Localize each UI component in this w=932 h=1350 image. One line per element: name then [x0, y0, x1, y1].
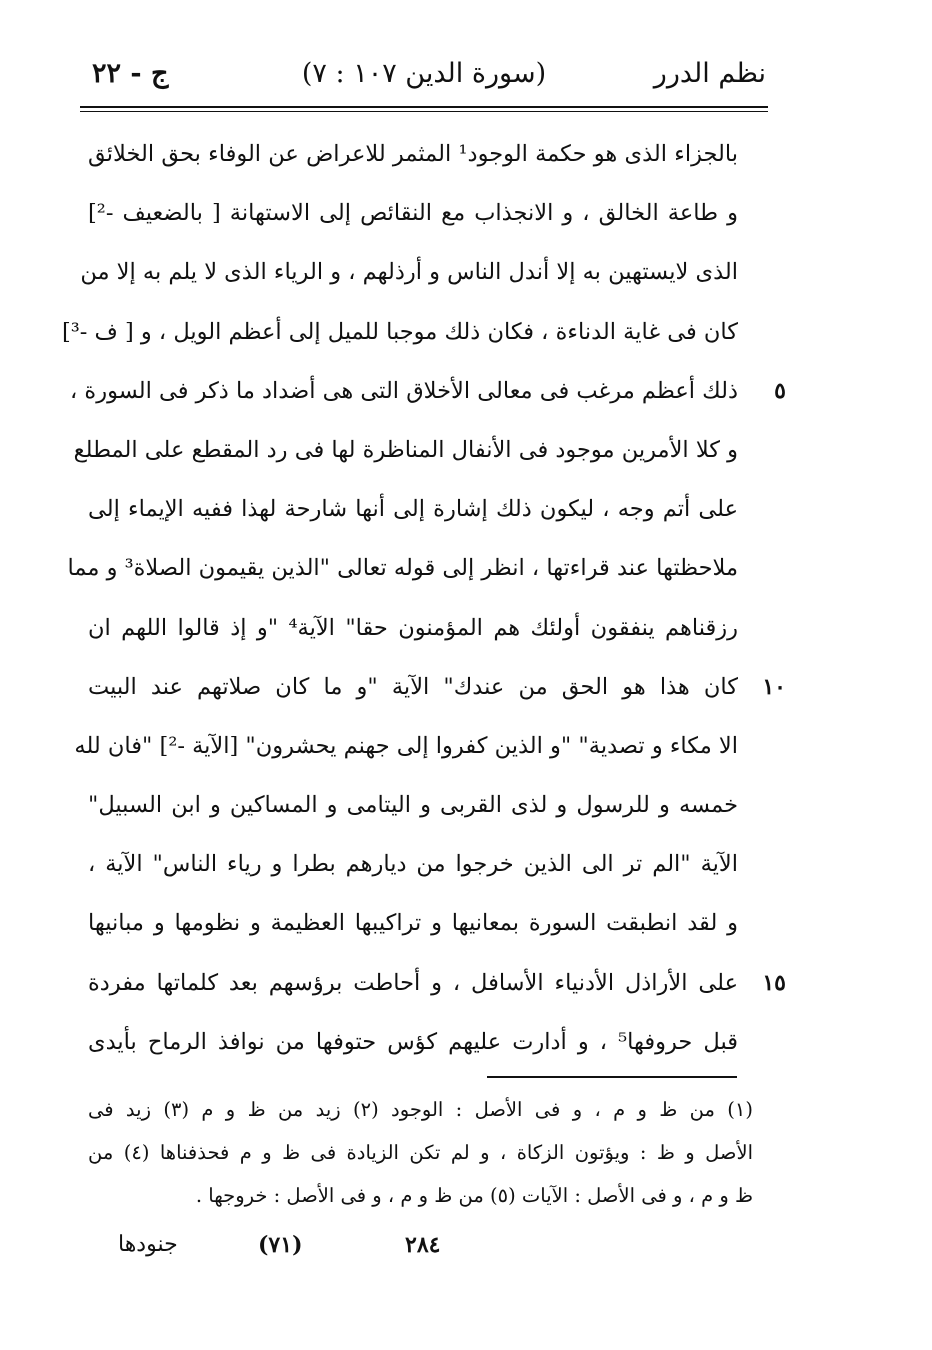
line-number: ١٠ — [762, 673, 786, 700]
page-footer — [100, 1232, 770, 1272]
text-line — [73, 421, 738, 480]
text-line — [88, 658, 786, 717]
page-number: ٢٨٤ — [405, 1232, 441, 1258]
text-line — [80, 243, 738, 302]
line-text: على أتم وجه ، ليكون ذلك إشارة إلى أنها شارحة لهذا ففيه الإيماء إلى — [88, 496, 738, 523]
signature-mark: (٧١) — [258, 1232, 303, 1258]
text-line — [88, 184, 738, 243]
line-text: الذى لايستهين به إلا أندل الناس و أرذلهم ، و الرياء الذى لا يلم به إلا من — [80, 259, 738, 286]
line-text: ملاحظتها عند قراءتها ، انظر إلى قوله تعالى "الذين يقيمون الصلاة³ و مما — [67, 555, 738, 582]
footnote-line: ظ و م ، و فى الأصل : الآيات (٥) من ظ و م ، و فى الأصل : خروجها . — [195, 1184, 753, 1207]
line-text: قبل حروفها⁵ ، و أدارت عليهم كؤس حتوفها من نوافذ الرماح بأيدى — [88, 1028, 738, 1055]
catchword: جنودها — [118, 1232, 178, 1257]
line-number: ٥ — [774, 377, 786, 404]
line-number: ١٥ — [762, 969, 786, 996]
line-text: خمسه و للرسول و لذى القربى و اليتامى و المساكين و ابن السبيل" — [88, 792, 738, 819]
line-text: الا مكاء و تصدية" "و الذين كفروا إلى جهنم يحشرون" [الآية -²] "فان لله — [74, 732, 738, 759]
text-line — [88, 776, 738, 835]
text-line — [74, 717, 738, 776]
text-line — [61, 303, 738, 362]
text-line — [88, 480, 738, 539]
footnote-separator — [487, 1076, 737, 1078]
text-line — [88, 954, 786, 1013]
line-text: كان فى غاية الدناءة ، فكان ذلك موجبا للميل إلى أعظم الويل ، و [ ف -³] — [61, 318, 738, 345]
footnote-line: (١) من ظ و م ، و فى الأصل : الوجود (٢) زيد من ظ و م (٣) زيد فى — [88, 1098, 753, 1121]
text-line — [88, 835, 738, 894]
text-line — [88, 599, 738, 658]
text-line — [88, 894, 738, 953]
text-line — [88, 125, 738, 184]
footnote-line: الأصل و ظ : ويؤتون الزكاة ، و لم تكن الزيادة فى ظ و م فحذفناها (٤) من — [88, 1141, 753, 1164]
footnotes — [88, 1088, 753, 1217]
line-text: و لقد انطبقت السورة بمعانيها و تراكيبها العظيمة و نظومها و مبانيها — [88, 910, 738, 937]
main-text — [61, 125, 786, 1072]
text-line — [88, 1013, 738, 1072]
line-text: بالجزاء الذى هو حكمة الوجود¹ المثمر للاعراض عن الوفاء بحق الخلائق — [88, 141, 738, 167]
line-text: كان هذا هو الحق من عندك" الآية "و ما كان صلاتهم عند البيت — [88, 673, 738, 700]
line-text: على الأراذل الأدنياء الأسافل ، و أحاطت برؤسهم بعد كلماتها مفردة — [88, 969, 738, 996]
header-volume: ج - ٢٢ — [92, 58, 169, 89]
header-surah-reference: (سورة الدين ١٠٧ : ٧) — [301, 58, 547, 89]
line-text: رزقناهم ينفقون أولئك هم المؤمنون حقا" الآية⁴ "و إذ قالوا اللهم ان — [88, 614, 739, 641]
line-text: و كلا الأمرين موجود فى الأنفال المناظرة لها فى رد المقطع على المطلع — [73, 436, 738, 463]
running-header — [82, 52, 766, 102]
text-line — [67, 539, 738, 598]
text-line — [70, 362, 786, 421]
header-book-title: نظم الدرر — [653, 58, 766, 89]
line-text: و طاعة الخالق ، و الانجذاب مع النقائص إلى الاستهانة [ بالضعيف -²] — [88, 200, 738, 227]
header-double-rule — [80, 106, 768, 112]
line-text: ذلك أعظم مرغب فى معالى الأخلاق التى هى أضداد ما ذكر فى السورة ، — [70, 377, 738, 404]
line-text: الآية "الم تر الى الذين خرجوا من ديارهم بطرا و رياء الناس" الآية ، — [88, 851, 738, 878]
